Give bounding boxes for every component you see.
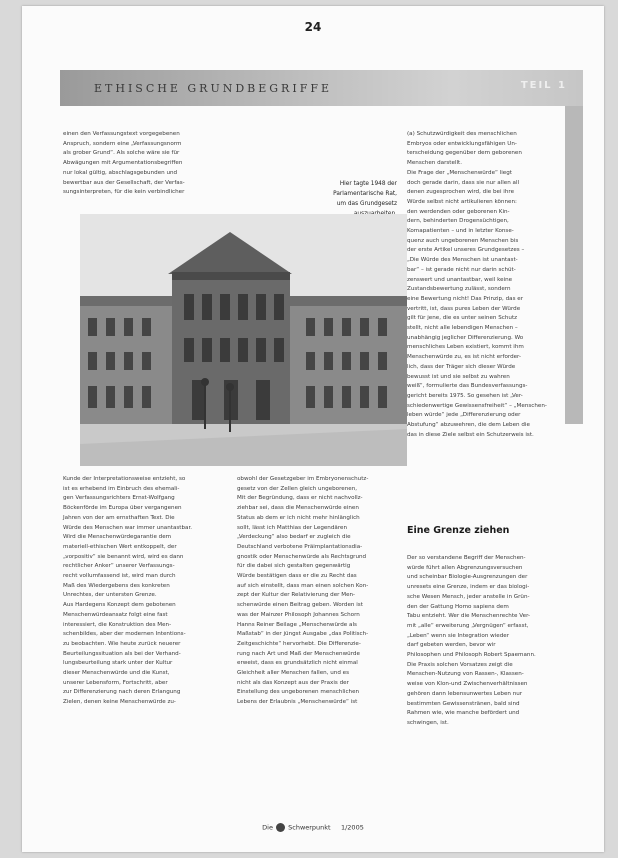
text-line: gehören dann lebensunwertes Leben nur [407,690,523,697]
document-page [22,6,604,852]
text-line: Rahmen wie, wie manche befördert und [407,710,520,717]
page-number: 24 [304,20,322,34]
text-line: den der Gattung Homo sapiens dem [407,603,509,610]
text-line: sche Wesen Mensch, jeder anstelle in Grün- [407,593,530,600]
text-line: „Verdeckung“ also bedarf er zugleich die [237,534,351,541]
text-line: Hanns Reiner Beilage „Menschenwürde als [237,621,357,628]
footer-magazine-prefix: Die [262,823,273,832]
footer-magazine-name: Schwerpunkt [288,823,331,832]
text-line: Wird die Menschenwürdegarantie dem [63,534,172,541]
text-line: Beurteilungssituation als bei der Verhand- [63,650,181,657]
caption-line: Hier tagte 1948 der [339,181,397,187]
text-line: Tabu entzieht. Wer die Menschenrechte Ver- [407,613,531,620]
text-line: für die dabei sich gestalten gegenwärtig [237,563,351,570]
text-line: interessiert, die Konstruktion des Men- [63,621,172,628]
text-line: würde führt allen Abgrenzungsversuchen [407,564,523,571]
text-line: was der Mainzer Philosoph Johannes Schorn [237,611,360,618]
text-line: Der so verstandene Begriff der Menschen- [407,555,526,561]
bottom-left-text-column [63,475,221,708]
text-line: obwohl der Gesetzgeber im Embryonenschutz- [237,476,369,482]
text-line: mit „alle“ erweiterung „Vergnügen“ erfasst, [407,622,529,629]
text-line: ziehbar sei, dass die Menschenwürde einen [237,505,359,512]
text-line: schenbildes, aber der modernen Intentions- [63,631,186,638]
right-lower-text-column [407,554,557,729]
section-banner [60,70,583,106]
text-line: recht vollumfassend ist, wird man durch [63,573,176,580]
text-line: materiell-ethischen Wert entkoppelt, der [63,543,177,550]
text-line: Status ab dem er ich nicht mehr hinlänglich [237,514,360,521]
text-line: das in diese Ziele selbst ein Schutzerweis ist. [407,431,534,438]
text-line: Die Frage der „Menschenwürde“ liegt [407,169,512,176]
text-line: Menschen-Nutzung von Rassen-, Klassen- [407,671,524,678]
text-line: Unrechtes, der untersten Grenze. [63,592,157,599]
text-line: einen den Verfassungstext vorgegebenen [63,131,180,137]
text-line: Menschenwürde zu, es ist nicht erforder- [407,354,522,361]
text-line: rung nach Art und Maß der Menschenwürde [237,650,360,657]
bottom-middle-text-column [237,475,395,708]
text-line: unabhängig jeglicher Differenzierung. Wo [407,334,524,341]
text-line: Zielen, denen keine Menschenwürde zu- [63,699,176,706]
text-line: darf gebeten werden, bevor wir [407,642,496,649]
text-line: Maßstab“ in der jüngst Ausgabe „das Politisch- [237,631,369,638]
right-text-column [407,130,557,441]
text-line: stellt, nicht alle lebendigen Menschen – [407,325,518,332]
text-line: bewertbar aus der Gesellschaft, der Verfas- [63,179,185,186]
text-line: ist es erhebend im Einbruch des ehemali- [63,485,180,492]
text-line: Kunde der Interpretationsweise entzieht, so [63,476,186,482]
text-line: Menschen darstellt. [407,160,463,167]
text-line: nicht als das Konzept aus der Praxis der [237,679,349,686]
section-title: ETHISCHE GRUNDBEGRIFFE [94,82,332,95]
text-line: gen Verfassungsrichters Ernst-Wolfgang [63,495,175,502]
text-line: dern, behinderten Drogensüchtigen, [407,218,509,225]
text-line: unresets eine Grenze, indem er das biologi- [407,584,530,591]
text-line: terscheidung gegenüber dem geborenen [407,150,522,157]
text-line: „Die Würde des Menschen ist unantast- [407,257,518,264]
text-line: erweist, dass es grundsätzlich nicht einmal [237,660,358,667]
text-line: gilt für jene, die es unter seinen Schutz [407,315,518,322]
text-line: dieser Menschenwürde und die Kunst, [63,670,170,677]
text-line: bewusst ist und sie selbst zu wahren [407,373,510,380]
text-line: Anspruch, sondern eine „Verfassungsnorm [63,140,182,147]
text-line: (a) Schutzwürdigkeit des menschlichen [407,131,517,137]
text-line: Lebens der Erlaubnis „Menschenwürde“ ist [237,699,358,706]
text-line: nur lokal gültig, abschlagsgebunden und [63,169,178,176]
text-line: doch gerade darin, dass sie nur allen all [407,179,520,186]
photo-caption [307,179,397,219]
text-line: und scheinbar Biologie-Ausgrenzungen der [407,574,528,581]
text-line: sungsinterpreten, für die kein verbindlicher [63,189,185,196]
text-line: bar“ – ist gerade nicht nur darin schüt- [407,266,516,273]
intro-text-column [63,130,221,198]
text-line: Böckenförde im Europa über vergangenen [63,505,182,512]
text-line: als grober Grund“. Als solche wäre sie für [63,150,180,157]
text-line: zur Differenzierung nach deren Erlangung [63,689,181,696]
text-line: Maß des Wiedergebens des konkreten [63,582,170,589]
building-photo [80,214,407,466]
magazine-logo-icon [276,823,285,832]
text-line: Gleichheit aller Menschen fallen, und es [237,670,350,677]
text-line: Philosophen und Philosoph Robert Spaemann. [407,652,536,659]
text-line: quenz auch ungeborenen Menschen bis [407,237,519,244]
text-line: unserer Lebensform, Fortschritt, aber [63,679,168,686]
text-line: Komapatienten – und in letzter Konse- [407,228,514,235]
text-line: Aus Hardegens Konzept dem gebotenen [63,602,176,609]
text-line: schiedenwertige Gewissensfreiheit“ – „Menschen- [407,402,547,409]
text-line: „Leben“ wenn sie Integration wieder [407,632,510,639]
page-footer [22,823,604,832]
text-line: gesetz von der Zellen gleich ungeborenen, [237,485,358,492]
text-line: zu beobachten. Wie heute zurück neuerer [63,640,181,647]
caption-line: Parlamentarische Rat, [333,191,397,197]
text-line: schwingen, ist. [407,719,449,726]
text-line: Die Praxis solchen Vorsatzes zeigt die [407,661,513,668]
text-line: eine Bewertung nicht! Das Prinzip, das er [407,295,524,302]
caption-line: um das Grundgesetz [336,201,397,207]
text-line: den werdenden oder geborenen Kin- [407,208,510,215]
text-line: auf sich einstellt, dass man einen solchen Kon- [237,582,369,589]
footer-issue: 1/2005 [340,823,364,832]
text-line: Würde des Menschen war immer unantastbar. [63,524,193,531]
text-line: lich, dass der Träger sich dieser Würde [407,363,516,370]
text-line: Abstufung“ abzuwehren, die dem Leben die [407,422,530,429]
text-line: „vorpositiv“ sie benannt wird, wird es dann [63,553,184,560]
text-line: Mit der Begründung, dass er nicht nachvollz- [237,495,363,502]
text-line: bestimmten Gewissenstränen, bald sind [407,700,520,707]
text-line: der erste Artikel unseres Grundgesetzes – [407,247,525,254]
text-line: Jahren von der am ernsthaften Text. Die [63,514,175,521]
text-line: Embryos oder entwicklungsfähigen Un- [407,140,517,147]
text-line: Zeitgeschichte“ hervorhebt. Die Differenzie- [237,640,361,647]
side-decoration-strip [565,106,583,424]
building-illustration [80,214,407,466]
text-line: sollt, lässt ich Matthias der Legendären [237,524,347,531]
text-line: zenswert und unantastbar, weil keine [407,276,513,283]
text-line: Abwägungen mit Argumentationsbegriffen [63,160,183,167]
text-line: leben würde“ jede „Differenzierung oder [407,412,521,419]
text-line: lungsbeurteilung stark unter der Kultur [63,660,173,667]
text-line: denen zugesprochen wird, die bei ihre [407,189,515,196]
text-line: Deutschland verbotene Präimplantationsdia- [237,543,363,550]
section-part-label: TEIL 1 [520,80,567,91]
text-line: gericht bereits 1975. So gesehen ist „Ver- [407,392,523,399]
text-line: Würde bestätigen dass er die zu Recht das [237,573,357,580]
text-line: schenwürde einen Beitrag geben. Worden ist [237,602,363,609]
text-line: Zustandsbewertung zulässt, sondern [407,286,511,293]
text-line: weise von Klon-und Zwischenverhältnissen [407,681,528,688]
text-line: vertritt, ist, dass pures Leben der Würde [407,305,521,312]
text-line: zept der Kultur der Relativierung der Men- [237,592,356,599]
subsection-heading: Eine Grenze ziehen [407,525,510,536]
text-line: menschliches Leben existiert, kommt ihm [407,344,524,351]
text-line: Würde selbst nicht artikulieren können: [407,198,517,205]
text-line: rechtlicher Anker“ unserer Verfassungs- [63,563,175,570]
text-line: Menschenwürdeansatz folgt eine fast [63,611,168,618]
text-line: Einstellung des ungeborenen menschlichen [237,689,360,696]
text-line: gnostik oder Menschenwürde als Rechtsgrund [237,553,367,560]
text-line: weiß“, formulierte das Bundesverfassungs- [407,383,528,390]
